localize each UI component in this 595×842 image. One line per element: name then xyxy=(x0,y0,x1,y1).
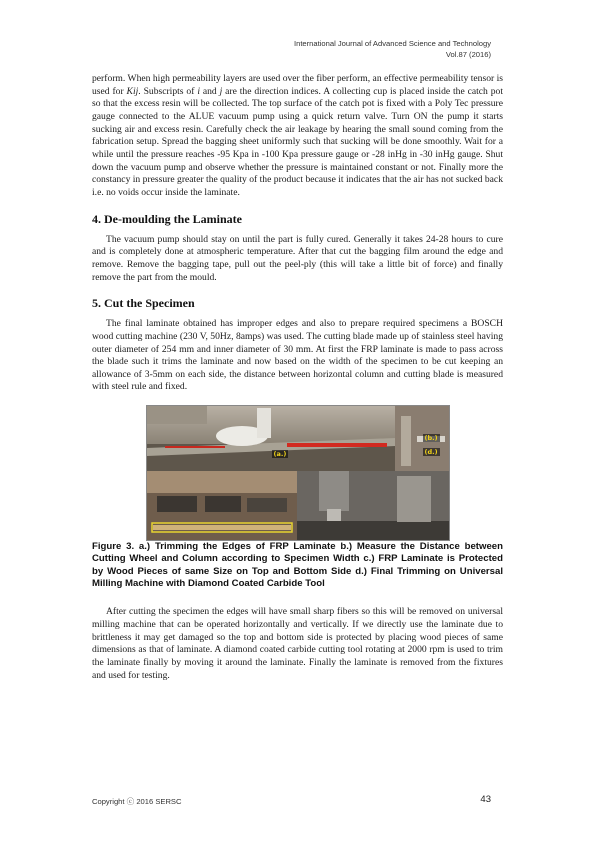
vise-scene-graphic xyxy=(147,471,297,540)
photo-wood-protection xyxy=(147,471,297,540)
label-d: (d.) xyxy=(424,448,438,457)
paragraph-final-trimming: After cutting the specimen the edges will have small sharp fibers so this will be removed on universal milling machine that can be operated horizontally and vertically. If we directly use the laminate due to brittleness it may get damaged so the top and bottom side is protected by placing wood pieces of same dimensions as that of laminate. A diamond coated carbide cutting tool rotating at 2000 rpm is used to trim the laminate finally by moving it around the laminate. Finally the laminate is removed from the fixtures and used for testing. xyxy=(92,606,503,681)
label-b: (b.) xyxy=(424,434,438,443)
photo-trimming-edges xyxy=(147,406,395,471)
photo-milling-machine xyxy=(297,471,449,540)
trimming-scene-graphic xyxy=(147,406,395,471)
journal-name: International Journal of Advanced Science and Technology xyxy=(293,39,491,48)
figure-3-caption: Figure 3. a.) Trimming the Edges of FRP Laminate b.) Measure the Distance between Cutting Wheel and Column according to Specimen Width c.) FRP Laminate is Protected by Wood Pieces of same Size on Top and Bottom Side d.) Final Trimming on Universal Milling Machine with Diamond Coated Carbide Tool xyxy=(92,541,503,590)
journal-volume: Vol.87 (2016) xyxy=(445,50,491,59)
page-number: 43 xyxy=(480,794,491,805)
section-heading-demoulding: 4. De-moulding the Laminate xyxy=(92,211,242,226)
paragraph-continuation: perform. When high permeability layers are used over the fiber perform, an effective permeability tensor is used for Kij. Subscripts of i and j are the direction indices. A collecting cup is placed inside the catch pot so that the excess resin will be collected. The top surface of the catch pot is fixed with a Poly Tec pressure gauge connected to the ALUE vacuum pump using a quick return valve. Turn ON the pump it starts sucking air and excess resin. Carefully check the air leakage by hearing the small sound coming from the fabrication setup. Spread the bagging sheet uniformly such that sucking will be done smoothly. Wait for a while until the pressure reaches -95 Kpa in -100 Kpa pressure gauge or -28 inHg in -30 inHg gauge. Shut down the vacuum pump and observe whether the pressure is maintained constant or not. Finally more the constancy in pressure greater the quality of the product because it indicates that the air has not sucked back i.e. no voids occur inside the laminate. xyxy=(92,73,503,198)
running-header xyxy=(294,38,491,60)
milling-scene-graphic xyxy=(297,471,449,540)
article-body xyxy=(92,73,503,682)
section-heading-cut-specimen: 5. Cut the Specimen xyxy=(92,296,195,311)
paragraph-demoulding: The vacuum pump should stay on until the part is fully cured. Generally it takes 24-28 hours to cure and is completely done at atmospheric temperature. After that cut the bagging film around the edge and remove. Remove the bagging tape, pull out the peel-ply (this will take a little bit of force) and finally remove the part from the mould. xyxy=(92,233,503,283)
photo-measure-distance xyxy=(395,406,449,471)
copyright-footer: Copyright ⓒ 2016 SERSC xyxy=(92,797,182,806)
paragraph-cut-specimen: The final laminate obtained has improper edges and also to prepare required specimens a BOSCH wood cutting machine (230 V, 50Hz, 8amps) was used. The cutting blade made up of stainless steel having outer diameter of 254 mm and inner diameter of 30 mm. At first the FRP laminate is made to pass across the blade such it trims the laminate and now based on the width of the specimen to be cut keeping an allowance of 3-5mm on each side, the distance between horizontal column and cutting blade is measured with steel rule and fixed. xyxy=(92,318,503,393)
label-a: (a.) xyxy=(273,450,287,459)
figure-3-photo xyxy=(146,405,450,541)
measure-scene-graphic xyxy=(395,406,449,471)
